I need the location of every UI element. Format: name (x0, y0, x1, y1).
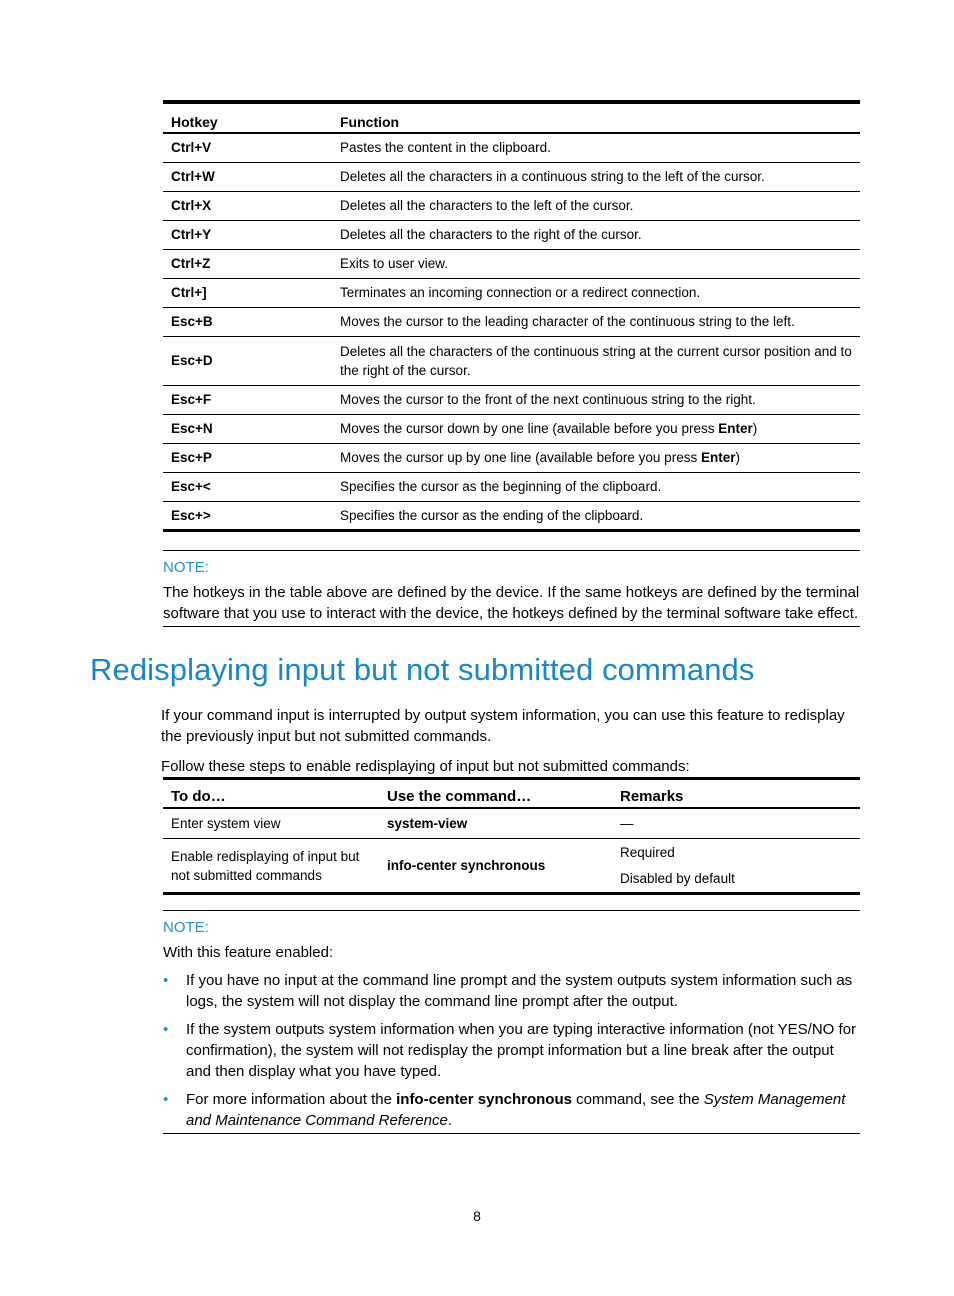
bullet-text: If you have no input at the command line prompt and the system outputs system information such as logs, the system will not display the command line prompt after the output. (186, 972, 853, 1010)
function-cell: Pastes the content in the clipboard. (332, 133, 860, 162)
hotkey-cell: Esc+F (163, 385, 332, 414)
command-table-header (163, 779, 860, 809)
todo-cell: Enter system view (163, 808, 379, 839)
bullet-text: If the system outputs system information when you are typing interactive information (not YES/NO for confirmation), the system will not redisplay the prompt information but a line break after the output and then display what you have typed. (186, 1021, 857, 1080)
table-row (163, 162, 860, 191)
hotkey-cell: Ctrl+V (163, 133, 332, 162)
function-cell: Deletes all the characters of the continuous string at the current cursor position and to the right of the cursor. (332, 336, 860, 385)
intro-paragraph: If your command input is interrupted by output system information, you can use this feature to redisplay the previously input but not submitted commands. (161, 707, 845, 745)
command-table (163, 777, 860, 895)
table-row (163, 220, 860, 249)
note-label: NOTE: (163, 559, 209, 576)
hotkey-cell: Ctrl+W (163, 162, 332, 191)
list-item (163, 970, 860, 1012)
table-row (163, 191, 860, 220)
note-box-hotkeys (163, 550, 860, 627)
note-box-feature (163, 910, 860, 1134)
hotkey-cell: Esc+D (163, 336, 332, 385)
table-row (163, 808, 860, 839)
command-cell: system-view (379, 808, 612, 839)
bullet-text: command, see the (571, 1091, 704, 1108)
note-text: The hotkeys in the table above are defined by the device. If the same hotkeys are defined by the terminal software that you use to interact with the device, the hotkeys defined by the terminal software take effect. (163, 584, 860, 622)
header-hotkey: Hotkey (163, 102, 332, 133)
enter-key-label: Enter (700, 450, 736, 465)
function-text: ) (752, 421, 758, 436)
header-command: Use the command… (379, 779, 612, 809)
hotkey-cell: Ctrl+Y (163, 220, 332, 249)
function-text: ) (735, 450, 740, 465)
section-title: Redisplaying input but not submitted commands (90, 652, 755, 687)
bullet-icon: • (163, 972, 169, 989)
bullet-text: For more information about the (186, 1091, 397, 1108)
reference-title: System Management and Maintenance Command Reference (186, 1091, 846, 1129)
command-name: info-center synchronous (396, 1091, 572, 1108)
note-lead: With this feature enabled: (163, 944, 334, 961)
function-text: Moves the cursor up by one line (available before you press (340, 450, 701, 465)
hotkey-cell: Ctrl+X (163, 191, 332, 220)
table-row (163, 385, 860, 414)
function-cell: Deletes all the characters to the left of the cursor. (332, 191, 860, 220)
hotkey-cell: Esc+B (163, 307, 332, 336)
function-cell: Moves the cursor to the leading character of the continuous string to the left. (332, 307, 860, 336)
command-cell: info-center synchronous (379, 839, 612, 894)
hotkey-cell: Esc+> (163, 501, 332, 530)
function-cell (332, 414, 860, 443)
table-row (163, 443, 860, 472)
bullet-text: . (447, 1112, 452, 1129)
table-row (163, 307, 860, 336)
hotkey-table-header (163, 102, 860, 133)
hotkey-cell: Esc+P (163, 443, 332, 472)
bullet-icon: • (163, 1021, 169, 1038)
function-cell: Specifies the cursor as the ending of the clipboard. (332, 501, 860, 530)
remarks-cell: — (612, 808, 860, 839)
header-function: Function (332, 102, 860, 133)
remark-required: Required (620, 844, 675, 860)
table-row (163, 839, 860, 894)
function-cell: Terminates an incoming connection or a redirect connection. (332, 278, 860, 307)
remark-default: Disabled by default (620, 870, 735, 886)
function-text: Moves the cursor down by one line (available before you press (340, 421, 719, 436)
table-row (163, 414, 860, 443)
function-cell: Deletes all the characters to the right of the cursor. (332, 220, 860, 249)
hotkey-cell: Esc+N (163, 414, 332, 443)
table-row (163, 133, 860, 162)
hotkey-cell: Esc+< (163, 472, 332, 501)
table-row (163, 501, 860, 530)
function-cell: Exits to user view. (332, 249, 860, 278)
todo-cell: Enable redisplaying of input but not submitted commands (163, 839, 379, 894)
function-cell (332, 443, 860, 472)
steps-intro: Follow these steps to enable redisplaying of input but not submitted commands: (161, 758, 690, 775)
hotkey-cell: Ctrl+Z (163, 249, 332, 278)
table-row (163, 278, 860, 307)
bullet-icon: • (163, 1091, 169, 1108)
note-bullet-list (163, 970, 860, 1131)
list-item (163, 1089, 860, 1131)
table-row (163, 472, 860, 501)
hotkey-table (163, 100, 860, 532)
function-cell: Specifies the cursor as the beginning of the clipboard. (332, 472, 860, 501)
header-todo: To do… (163, 779, 379, 809)
table-row (163, 336, 860, 385)
list-item (163, 1019, 860, 1082)
function-cell: Deletes all the characters in a continuous string to the left of the cursor. (332, 162, 860, 191)
remarks-cell (612, 839, 860, 894)
header-remarks: Remarks (612, 779, 860, 809)
page-number: 8 (473, 1208, 481, 1224)
note-label: NOTE: (163, 919, 209, 936)
function-cell: Moves the cursor to the front of the next continuous string to the right. (332, 385, 860, 414)
enter-key-label: Enter (718, 421, 753, 436)
table-row (163, 249, 860, 278)
hotkey-cell: Ctrl+] (163, 278, 332, 307)
